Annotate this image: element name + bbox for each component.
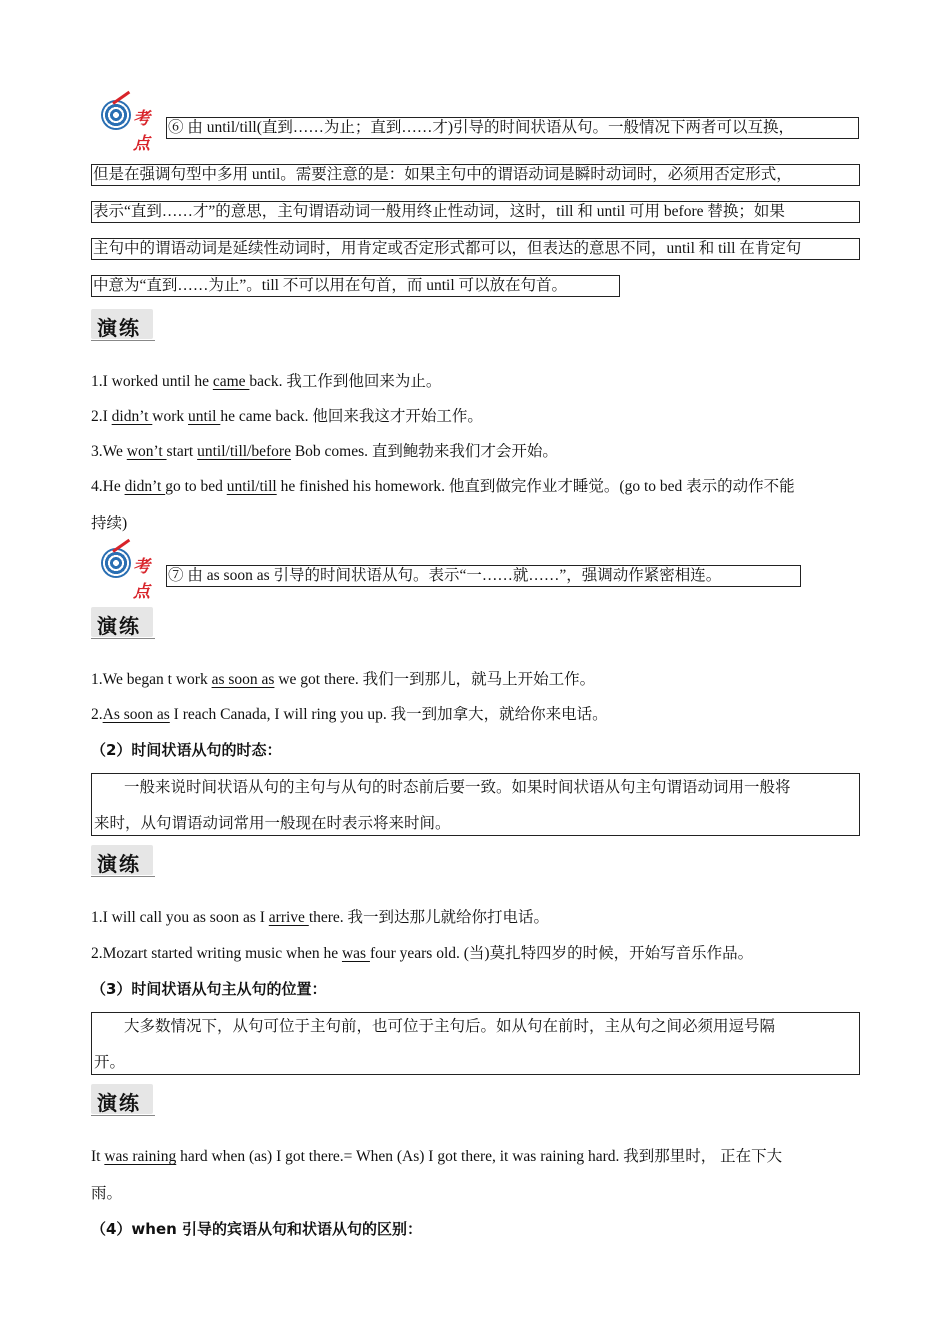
yanlian-badge [91,1084,157,1118]
point7-line: ⑦ 由 as soon as 引导的时间状语从句。表示“一……就……”，强调动作紧密相连。 [166,565,801,587]
example-sentence: 2.Mozart started writing music when he was four years old. (当)莫扎特四岁的时候，开始写音乐作品。 [91,945,754,962]
example-sentence: 1.I worked until he came back. 我工作到他回来为止。 [91,373,442,390]
example-sentence: 1.We began t work as soon as we got there. 我们一到那儿，就马上开始工作。 [91,671,596,688]
example-sentence: 2.As soon as I reach Canada, I will ring you up. 我一到加拿大，就给你来电话。 [91,706,608,723]
yanlian-badge [91,607,157,641]
example-sentence: It was raining hard when (as) I got there.= When (As) I got there, it was raining hard. 我到那里时， 正在下大 [91,1148,783,1165]
example-sentence: 3.We won’t start until/till/before Bob comes. 直到鲍勃来我们才会开始。 [91,443,558,460]
example-sentence-cont: 持续) [91,515,128,532]
target-icon [101,100,131,130]
point6-line-2: 但是在强调句型中多用 until。需要注意的是：如果主句中的谓语动词是瞬时动词时，必须用否定形式， [91,164,860,186]
example-sentence: 4.He didn’t go to bed until/till he finished his homework. 他直到做完作业才睡觉。(go to bed 表示的动作不能 [91,478,795,495]
point6-line-4: 主句中的谓语动词是延续性动词时，用肯定或否定形式都可以，但表达的意思不同，until 和 till 在肯定句 [91,238,860,260]
kaodian-label: 考点 [133,557,150,602]
rule-box: 一般来说时间状语从句的主句与从句的时态前后要一致。如果时间状语从句主句谓语动词用一般将 来时，从句谓语动词常用一般现在时表示将来时间。 [91,773,860,836]
yanlian-label: 演练 [97,1091,141,1115]
kaodian-label: 考点 [133,109,150,154]
section-heading: （4）when 引导的宾语从句和状语从句的区别： [91,1220,423,1238]
example-sentence: 2.I didn’t work until he came back. 他回来我这才开始工作。 [91,408,483,425]
rule-box: 大多数情况下，从句可位于主句前，也可位于主句后。如从句在前时，主从句之间必须用逗号隔 开。 [91,1012,860,1075]
section-heading: （3）时间状语从句主从句的位置： [91,980,327,998]
point6-line-5: 中意为“直到……为止”。till 不可以用在句首，而 until 可以放在句首。 [91,275,620,297]
kaodian-icon [95,98,165,154]
example-sentence: 1.I will call you as soon as I arrive there. 我一到达那儿就给你打电话。 [91,909,550,926]
point6-line-3: 表示“直到……才”的意思，主句谓语动词一般用终止性动词，这时，till 和 until 可用 before 替换；如果 [91,201,860,223]
example-sentence-cont: 雨。 [91,1185,123,1202]
yanlian-badge [91,845,157,879]
section-heading: （2）时间状语从句的时态： [91,741,282,759]
yanlian-badge [91,309,157,343]
yanlian-label: 演练 [97,316,141,340]
yanlian-label: 演练 [97,852,141,876]
target-icon [101,548,131,578]
kaodian-icon [95,546,165,602]
point6-line-1: ⑥ 由 until/till(直到……为止；直到……才)引导的时间状语从句。一般情况下两者可以互换， [166,117,859,139]
yanlian-label: 演练 [97,614,141,638]
